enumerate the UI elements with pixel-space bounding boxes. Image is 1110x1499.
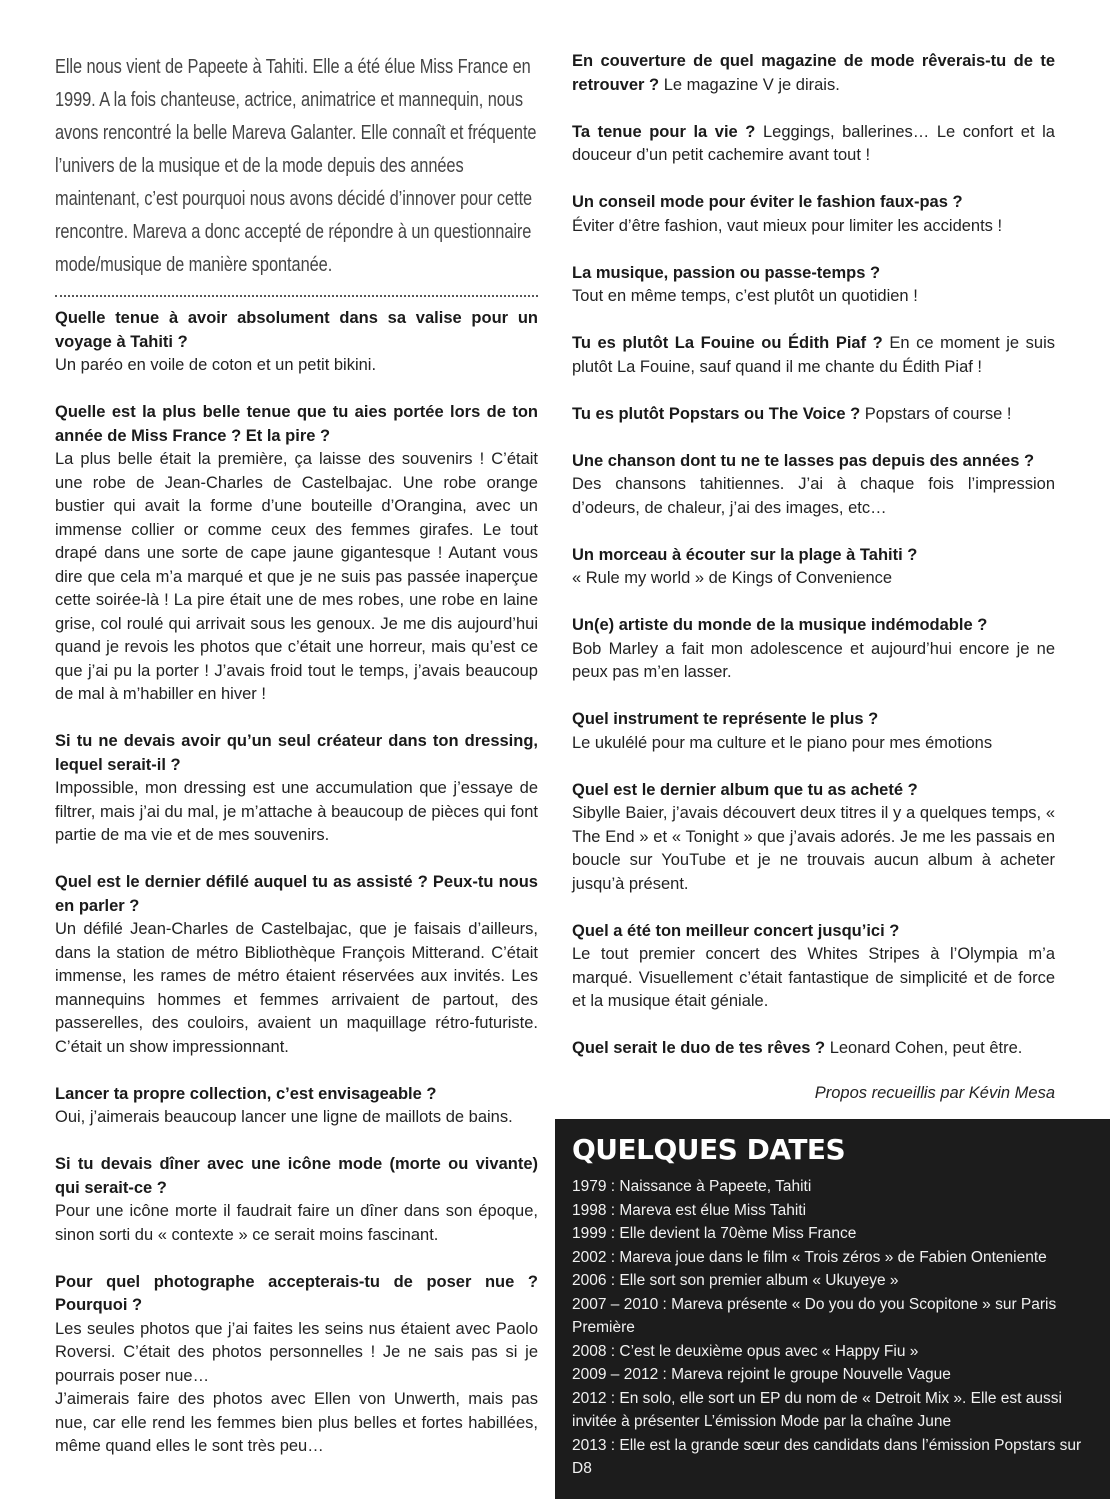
- qa-block: [572, 614, 1055, 685]
- date-item: 2013 : Elle est la grande sœur des candidats dans l’émission Popstars sur D8: [572, 1436, 1082, 1477]
- question: Un conseil mode pour éviter le fashion faux-pas ?: [572, 193, 963, 211]
- dates-list: [572, 1175, 1100, 1481]
- answer: Bob Marley a fait mon adolescence et aujourd’hui encore je ne peux pas m’en lasser.: [572, 639, 1055, 681]
- qa-block: [55, 1271, 538, 1459]
- qa-block: [55, 1083, 538, 1130]
- question: Si tu ne devais avoir qu’un seul créateur dans ton dressing, lequel serait-il ?: [55, 732, 538, 774]
- dates-box: [555, 1119, 1110, 1499]
- dates-title: QUELQUES DATES: [572, 1133, 846, 1166]
- qa-block: [572, 50, 1055, 97]
- intro-paragraph: Elle nous vient de Papeete à Tahiti. Elle a été élue Miss France en 1999. A la fois chanteuse, actrice, animatrice et mannequin, nous avons rencontré la belle Mareva Galanter. Elle connaît et fréquente l’univers de la musique et de la mode depuis des années maintenant, c’est pourquoi nous avons décidé d’innover pour cette rencontre. Mareva a donc accepté de répondre à un questionnaire mode/musique de manière spontanée.: [55, 55, 537, 276]
- qa-block: [55, 730, 538, 848]
- question: Quelle tenue à avoir absolument dans sa valise pour un voyage à Tahiti ?: [55, 309, 538, 351]
- answer: La plus belle était la première, ça laisse des souvenirs ! C’était une robe de Jean-Charles de Castelbajac. Une robe orange bustier qui avait la forme d’une bouteille d’Orangina, avec un immense collier or comme ceux des femmes girafes. Le tout drapé dans une sorte de cape jaune gigantesque ! Autant vous dire que cela m’a marqué et que je ne suis pas passée inaperçue cette soirée-là ! La pire était une de mes robes, une robe en laine grise, col roulé qui arrivait sous les genoux. Je me dis aujourd’hui quand je revois les photos que c’était une horreur, mais qu’est ce que j’ai pu la porter ! J’avais froid tout le temps, j’avais beaucoup de mal à m’habiller en hiver !: [55, 450, 538, 703]
- answer: Les seules photos que j’ai faites les seins nus étaient avec Paolo Roversi. C’était des photos personnelles ! Je ne sais pas si je pourrais poser nue…: [55, 1319, 538, 1385]
- question: Un morceau à écouter sur la plage à Tahiti ?: [572, 545, 918, 564]
- qa-block: [55, 871, 538, 1059]
- question: Tu es plutôt Popstars ou The Voice ?: [572, 404, 861, 423]
- answer: Sibylle Baier, j’avais découvert deux titres il y a quelques temps, « The End » et « Tonight » que j’avais adorés. Je me les passais en boucle sur YouTube et je ne trouvais aucun album à acheter jusqu’à présent.: [572, 804, 1055, 893]
- answer: Leonard Cohen, peut être.: [829, 1039, 1023, 1057]
- date-item: 2007 – 2010 : Mareva présente « Do you do you Scopitone » sur Paris Première: [572, 1295, 1057, 1336]
- question: Si tu devais dîner avec une icône mode (morte ou vivante) qui serait-ce ?: [55, 1155, 538, 1197]
- question: Ta tenue pour la vie ?: [572, 122, 756, 141]
- question: Tu es plutôt La Fouine ou Édith Piaf ?: [572, 334, 883, 352]
- date-item: 2009 – 2012 : Mareva rejoint le groupe Nouvelle Vague: [572, 1366, 951, 1383]
- answer: Le ukulélé pour ma culture et le piano pour mes émotions: [572, 733, 993, 752]
- answer: Éviter d’être fashion, vaut mieux pour limiter les accidents !: [572, 216, 1003, 235]
- question: Lancer ta propre collection, c’est envisageable ?: [55, 1084, 437, 1103]
- answer: Pour une icône morte il faudrait faire un dîner dans son époque, sinon sorti du « contexte » ce serait moins fascinant.: [55, 1202, 538, 1244]
- question: Quel est le dernier album que tu as acheté ?: [572, 780, 918, 799]
- question: Pour quel photographe accepterais-tu de poser nue ? Pourquoi ?: [55, 1272, 538, 1314]
- question: Quel instrument te représente le plus ?: [572, 710, 879, 728]
- answer: Oui, j’aimerais beaucoup lancer une ligne de maillots de bains.: [55, 1108, 513, 1126]
- qa-block: [572, 779, 1055, 897]
- qa-block: [55, 401, 538, 707]
- qa-block: [55, 307, 538, 378]
- question: Quelle est la plus belle tenue que tu aies portée lors de ton année de Miss France ? Et la pire ?: [55, 403, 538, 445]
- question: Quel a été ton meilleur concert jusqu’ici ?: [572, 921, 900, 940]
- qa-block: [55, 1153, 538, 1247]
- left-qa-list: [55, 307, 538, 1459]
- answer: Le tout premier concert des Whites Stripes à l’Olympia m’a marqué. Visuellement c’était fantastique de simplicité et de force et la musique était géniale.: [572, 945, 1055, 1010]
- qa-block: [572, 121, 1055, 168]
- answer: Le magazine V je dirais.: [663, 75, 840, 94]
- question: Quel est le dernier défilé auquel tu as assisté ? Peux-tu nous en parler ?: [55, 873, 538, 915]
- answer: Leggings, ballerines… Le confort et la douceur d’un petit cachemire avant tout !: [572, 122, 1055, 164]
- answer: Popstars of course !: [864, 404, 1012, 423]
- dotted-divider: [55, 295, 538, 297]
- qa-block: [572, 544, 1055, 591]
- question: La musique, passion ou passe-temps ?: [572, 263, 881, 282]
- qa-block: [572, 920, 1055, 1014]
- right-column: [572, 50, 1055, 1103]
- qa-block: [572, 1037, 1055, 1061]
- date-item: 2008 : C’est le deuxième opus avec « Happy Fiu »: [572, 1342, 919, 1360]
- answer: Un paréo en voile de coton et un petit bikini.: [55, 356, 377, 374]
- qa-block: [572, 403, 1055, 427]
- date-item: 2006 : Elle sort son premier album « Ukuyeye »: [572, 1272, 899, 1289]
- answer: Un défilé Jean-Charles de Castelbajac, que je faisais d’ailleurs, dans la station de métro Bibliothèque François Mitterand. C’était immense, les rames de métro étaient réservées aux invités. Les mannequins hommes et femmes arrivaient de partout, des passerelles, des couloirs, avaient un maquillage rétro-futuriste. C’était un show impressionnant.: [55, 920, 538, 1056]
- qa-block: [572, 262, 1055, 309]
- date-item: 2002 : Mareva joue dans le film « Trois zéros » de Fabien Onteniente: [572, 1248, 1047, 1266]
- question: En couverture de quel magazine de mode rêverais-tu de te retrouver ?: [572, 52, 1055, 94]
- interview-credit: Propos recueillis par Kévin Mesa: [814, 1084, 1055, 1102]
- date-item: 1999 : Elle devient la 70ème Miss France: [572, 1225, 857, 1242]
- qa-block: [572, 450, 1055, 521]
- answer: En ce moment je suis plutôt La Fouine, sauf quand il me chante du Édith Piaf !: [572, 334, 1056, 376]
- qa-block: [572, 332, 1055, 379]
- date-item: 1998 : Mareva est élue Miss Tahiti: [572, 1201, 807, 1219]
- date-item: 2012 : En solo, elle sort un EP du nom de « Detroit Mix ». Elle est aussi invitée à présenter L’émission Mode par la chaîne June: [572, 1389, 1062, 1430]
- answer: Tout en même temps, c’est plutôt un quotidien !: [572, 287, 918, 305]
- qa-block: [572, 708, 1055, 755]
- left-column: [55, 50, 538, 1482]
- answer: J’aimerais faire des photos avec Ellen von Unwerth, mais pas nue, car elle rend les femmes bien plus belles et fortes habillées, même quand elles le sont très peu…: [55, 1390, 538, 1455]
- answer: Des chansons tahitiennes. J’ai à chaque fois l’impression d’odeurs, de chaleur, j’ai des images, etc…: [572, 475, 1055, 517]
- right-qa-list: [572, 50, 1055, 1061]
- question: Quel serait le duo de tes rêves ?: [572, 1039, 826, 1057]
- date-item: 1979 : Naissance à Papeete, Tahiti: [572, 1178, 812, 1195]
- answer: « Rule my world » de Kings of Convenience: [572, 569, 893, 587]
- qa-block: [572, 191, 1055, 238]
- question: Une chanson dont tu ne te lasses pas depuis des années ?: [572, 451, 1035, 470]
- answer: Impossible, mon dressing est une accumulation que j’essaye de filtrer, mais j’ai du mal, je m’attache à beaucoup de pièces qui font partie de ma vie et de mes souvenirs.: [55, 779, 538, 844]
- question: Un(e) artiste du monde de la musique indémodable ?: [572, 616, 988, 634]
